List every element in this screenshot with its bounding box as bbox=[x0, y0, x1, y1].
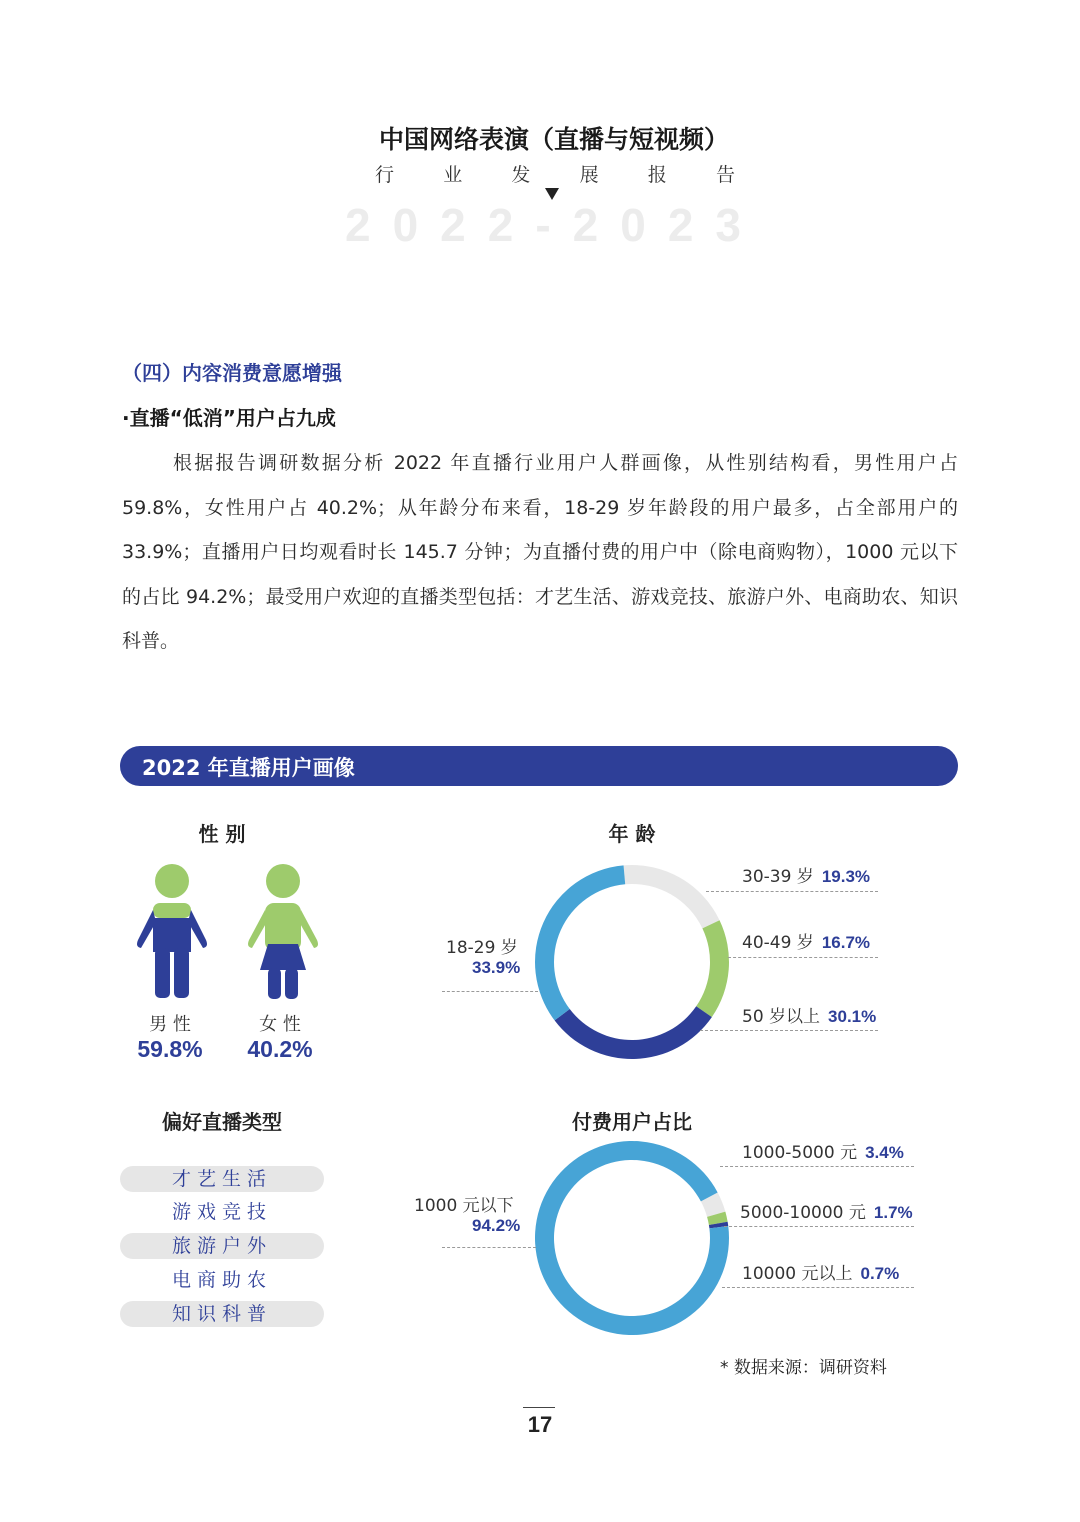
preference-item: 旅游户外 bbox=[120, 1233, 324, 1259]
paid-title: 付费用户占比 bbox=[572, 1110, 692, 1134]
male-percent: 59.8% bbox=[137, 1036, 203, 1062]
subtitle-char: 告 bbox=[715, 164, 735, 186]
donut-slice bbox=[535, 1141, 729, 1335]
paid-label-10000plus bbox=[742, 1259, 899, 1284]
leader-line bbox=[722, 1287, 914, 1288]
paid-pct: 3.4% bbox=[865, 1143, 904, 1162]
age-name: 40-49 岁 bbox=[742, 933, 814, 953]
page-number: 17 bbox=[527, 1412, 553, 1437]
section-heading: （四）内容消费意愿增强 bbox=[122, 361, 342, 385]
paid-label-5000-10000 bbox=[740, 1198, 913, 1223]
subtitle-char: 业 bbox=[443, 164, 463, 186]
paid-label-under-1000: 1000 元以下 bbox=[414, 1196, 514, 1216]
age-name: 30-39 岁 bbox=[742, 867, 814, 887]
subtitle-char: 发 bbox=[511, 164, 531, 186]
subtitle-char: 行 bbox=[375, 164, 395, 186]
age-label-50plus bbox=[742, 1002, 876, 1027]
preference-item: 电商助农 bbox=[171, 1269, 272, 1291]
leader-line bbox=[442, 1247, 536, 1248]
paid-pct: 0.7% bbox=[860, 1264, 900, 1283]
paid-name: 5000-10000 元 bbox=[740, 1203, 866, 1223]
preference-item: 游戏竞技 bbox=[171, 1201, 272, 1223]
paid-pct: 1.7% bbox=[873, 1203, 913, 1222]
leader-line bbox=[442, 991, 538, 992]
paid-name: 1000-5000 元 bbox=[742, 1143, 858, 1163]
report-years: 2022-2023 bbox=[345, 199, 763, 251]
age-pct-18-29: 33.9% bbox=[472, 958, 521, 977]
leader-line bbox=[728, 957, 878, 958]
section-subheading: ·直播“低消”用户占九成 bbox=[122, 406, 336, 430]
female-icon bbox=[238, 860, 328, 1002]
female-label: 女 性 bbox=[259, 1014, 301, 1035]
banner-title: 2022 年直播用户画像 bbox=[142, 756, 355, 780]
male-label: 男 性 bbox=[149, 1014, 191, 1035]
female-percent: 40.2% bbox=[247, 1036, 313, 1062]
data-source: * 数据来源：调研资料 bbox=[720, 1358, 887, 1378]
donut-slice bbox=[535, 865, 625, 1020]
report-title: 中国网络表演（直播与短视频） bbox=[378, 125, 729, 154]
subtitle-char: 报 bbox=[647, 164, 667, 186]
preference-title: 偏好直播类型 bbox=[162, 1110, 282, 1134]
report-subtitle bbox=[375, 160, 735, 187]
age-title: 年 龄 bbox=[608, 822, 656, 846]
paid-name: 10000 元以上 bbox=[742, 1264, 853, 1284]
donut-slice bbox=[696, 920, 729, 1017]
portrait-banner bbox=[120, 746, 958, 786]
paid-label-1000-5000 bbox=[742, 1138, 904, 1163]
age-pct: 19.3% bbox=[821, 867, 871, 886]
preference-item: 知识科普 bbox=[120, 1301, 324, 1327]
age-donut-chart bbox=[532, 862, 732, 1062]
donut-slice bbox=[624, 865, 720, 928]
paid-pct-under-1000: 94.2% bbox=[472, 1216, 521, 1235]
age-label-40-49 bbox=[742, 928, 870, 953]
leader-line bbox=[700, 1030, 878, 1031]
gender-title: 性 别 bbox=[198, 822, 246, 846]
subtitle-char: 展 bbox=[579, 164, 599, 186]
leader-line bbox=[720, 1166, 914, 1167]
body-paragraph: 根据报告调研数据分析 2022 年直播行业用户人群画像，从性别结构看，男性用户占 59.8%，女性用户占 40.2%；从年龄分布来看，18-29 岁年龄段的用户最多，占全部用户的 33.9%；直播用户日均观看时长 145.7 分钟；为直播付费的用户中（除电商购物），1000 元以下的占比 94.2%；最受用户欢迎的直播类型包括：才艺生活、游戏竞技、旅游户外、电商助农、知识科普。 bbox=[122, 452, 958, 652]
preference-item: 才艺生活 bbox=[120, 1166, 324, 1192]
age-label-30-39 bbox=[742, 862, 870, 887]
age-name: 50 岁以上 bbox=[742, 1007, 821, 1027]
leader-line bbox=[724, 1226, 914, 1227]
paid-donut-chart bbox=[532, 1138, 732, 1338]
male-icon bbox=[128, 860, 218, 1002]
donut-slice bbox=[555, 1006, 712, 1059]
page-divider bbox=[523, 1407, 555, 1408]
age-label-18-29: 18-29 岁 bbox=[446, 938, 518, 958]
age-pct: 30.1% bbox=[828, 1007, 877, 1026]
age-pct: 16.7% bbox=[821, 933, 871, 952]
leader-line bbox=[706, 891, 878, 892]
